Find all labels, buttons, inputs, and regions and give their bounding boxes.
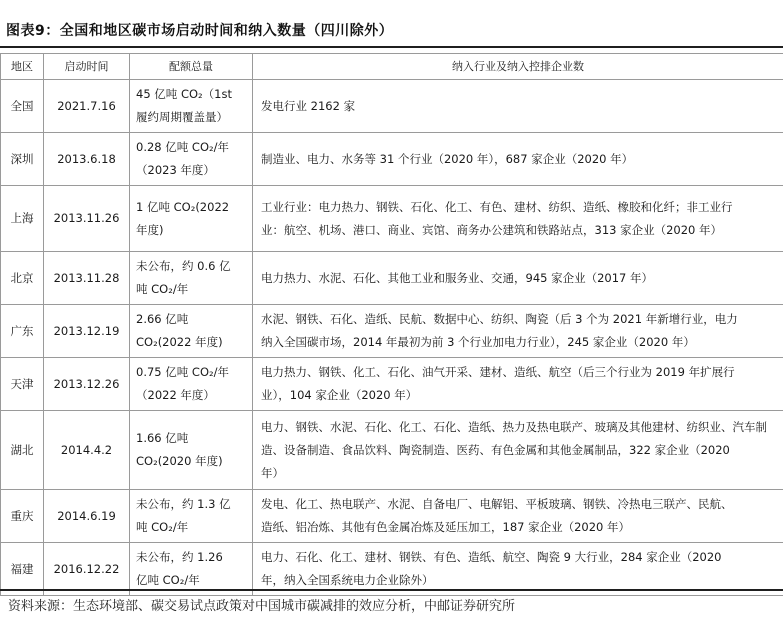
quota-cell — [130, 252, 253, 304]
scope-cell — [253, 411, 783, 489]
scope-text: 发电、化工、热电联产、水泥、自备电厂、电解铝、平板玻璃、钢铁、冷热电三联产、民航、 造纸、铝冶炼、其他有色金属冶炼及延压加工，187 家企业（2020 年） — [261, 497, 733, 534]
quota-text: 1.66 亿吨 CO₂(2020 年度) — [136, 431, 223, 468]
table-row — [0, 252, 783, 305]
header-region: 地区 — [0, 54, 44, 79]
table-header-row — [0, 53, 783, 80]
start-date-cell: 2013.11.26 — [44, 186, 130, 251]
scope-text: 制造业、电力、水务等 31 个行业（2020 年），687 家企业（2020 年） — [261, 151, 634, 166]
scope-text: 水泥、钢铁、石化、造纸、民航、数据中心、纺织、陶瓷（后 3 个为 2021 年新增行业，电力 纳入全国碳市场，2014 年最初为前 3 个行业加电力行业），245 家企业（2020 年） — [261, 312, 738, 349]
quota-text: 1 亿吨 CO₂(2022 年度) — [136, 199, 230, 237]
scope-text: 工业行业：电力热力、钢铁、石化、化工、有色、建材、纺织、造纸、橡胶和化纤；非工业行 业：航空、机场、港口、商业、宾馆、商务办公建筑和铁路站点，313 家企业（2020 年） — [261, 199, 733, 237]
scope-cell — [253, 186, 783, 251]
start-date-cell: 2014.6.19 — [44, 490, 130, 542]
scope-text: 电力热力、钢铁、化工、石化、油气开采、建材、造纸、航空（后三个行业为 2019 年扩展行 业），104 家企业（2020 年） — [261, 365, 735, 402]
table-row — [0, 305, 783, 358]
scope-cell — [253, 358, 783, 410]
scope-cell — [253, 133, 783, 185]
scope-cell — [253, 490, 783, 542]
scope-text: 电力、钢铁、水泥、石化、化工、石化、造纸、热力及热电联产、玻璃及其他建材、纺织业、汽车制 造、设备制造、食品饮料、陶瓷制造、医药、有色金属和其他金属制品，322 家企业（2020 年） — [261, 419, 767, 480]
scope-text: 发电行业 2162 家 — [261, 98, 356, 113]
scope-cell — [253, 252, 783, 304]
region-cell: 天津 — [0, 358, 44, 410]
table-row — [0, 411, 783, 490]
title-rule — [0, 46, 783, 48]
start-date-cell: 2016.12.22 — [44, 543, 130, 595]
quota-text: 0.28 亿吨 CO₂/年 （2023 年度） — [136, 140, 229, 177]
region-cell: 上海 — [0, 186, 44, 251]
quota-text: 0.75 亿吨 CO₂/年 （2022 年度） — [136, 365, 229, 402]
start-date-cell: 2013.12.26 — [44, 358, 130, 410]
table-row — [0, 133, 783, 186]
quota-cell — [130, 358, 253, 410]
start-date-cell: 2013.11.28 — [44, 252, 130, 304]
quota-text: 未公布，约 0.6 亿 吨 CO₂/年 — [136, 259, 231, 296]
quota-text: 未公布，约 1.3 亿 吨 CO₂/年 — [136, 497, 231, 534]
figure-title: 图表9：全国和地区碳市场启动时间和纳入数量（四川除外） — [6, 23, 394, 39]
quota-cell — [130, 186, 253, 251]
table-row — [0, 80, 783, 133]
table-row — [0, 186, 783, 252]
start-date-cell: 2021.7.16 — [44, 80, 130, 132]
scope-cell — [253, 305, 783, 357]
start-date-cell: 2014.4.2 — [44, 411, 130, 489]
start-date-cell: 2013.6.18 — [44, 133, 130, 185]
header-start-date: 启动时间 — [44, 54, 130, 79]
region-cell: 全国 — [0, 80, 44, 132]
bottom-rule — [0, 589, 783, 591]
quota-text: 2.66 亿吨 CO₂(2022 年度) — [136, 312, 223, 349]
quota-cell — [130, 305, 253, 357]
quota-cell — [130, 133, 253, 185]
start-date-cell: 2013.12.19 — [44, 305, 130, 357]
carbon-market-table — [0, 53, 783, 596]
source-note: 资料来源：生态环境部、碳交易试点政策对中国城市碳减排的效应分析，中邮证券研究所 — [8, 599, 516, 614]
region-cell: 福建 — [0, 543, 44, 595]
region-cell: 重庆 — [0, 490, 44, 542]
region-cell: 广东 — [0, 305, 44, 357]
quota-cell — [130, 490, 253, 542]
quota-text: 未公布，约 1.26 亿吨 CO₂/年 — [136, 550, 223, 587]
quota-text: 45 亿吨 CO₂（1st 履约周期覆盖量） — [136, 87, 232, 124]
quota-cell — [130, 411, 253, 489]
header-quota: 配额总量 — [130, 54, 253, 79]
table-row — [0, 490, 783, 543]
header-scope: 纳入行业及纳入控排企业数 — [452, 60, 584, 73]
scope-cell — [253, 543, 783, 595]
quota-cell — [130, 80, 253, 132]
region-cell: 北京 — [0, 252, 44, 304]
region-cell: 深圳 — [0, 133, 44, 185]
scope-text: 电力热力、水泥、石化、其他工业和服务业、交通，945 家企业（2017 年） — [261, 270, 654, 285]
quota-cell — [130, 543, 253, 595]
scope-text: 电力、石化、化工、建材、钢铁、有色、造纸、航空、陶瓷 9 大行业，284 家企业（2020 年，纳入全国系统电力企业除外） — [261, 550, 722, 587]
scope-cell — [253, 80, 783, 132]
region-cell: 湖北 — [0, 411, 44, 489]
table-row — [0, 358, 783, 411]
